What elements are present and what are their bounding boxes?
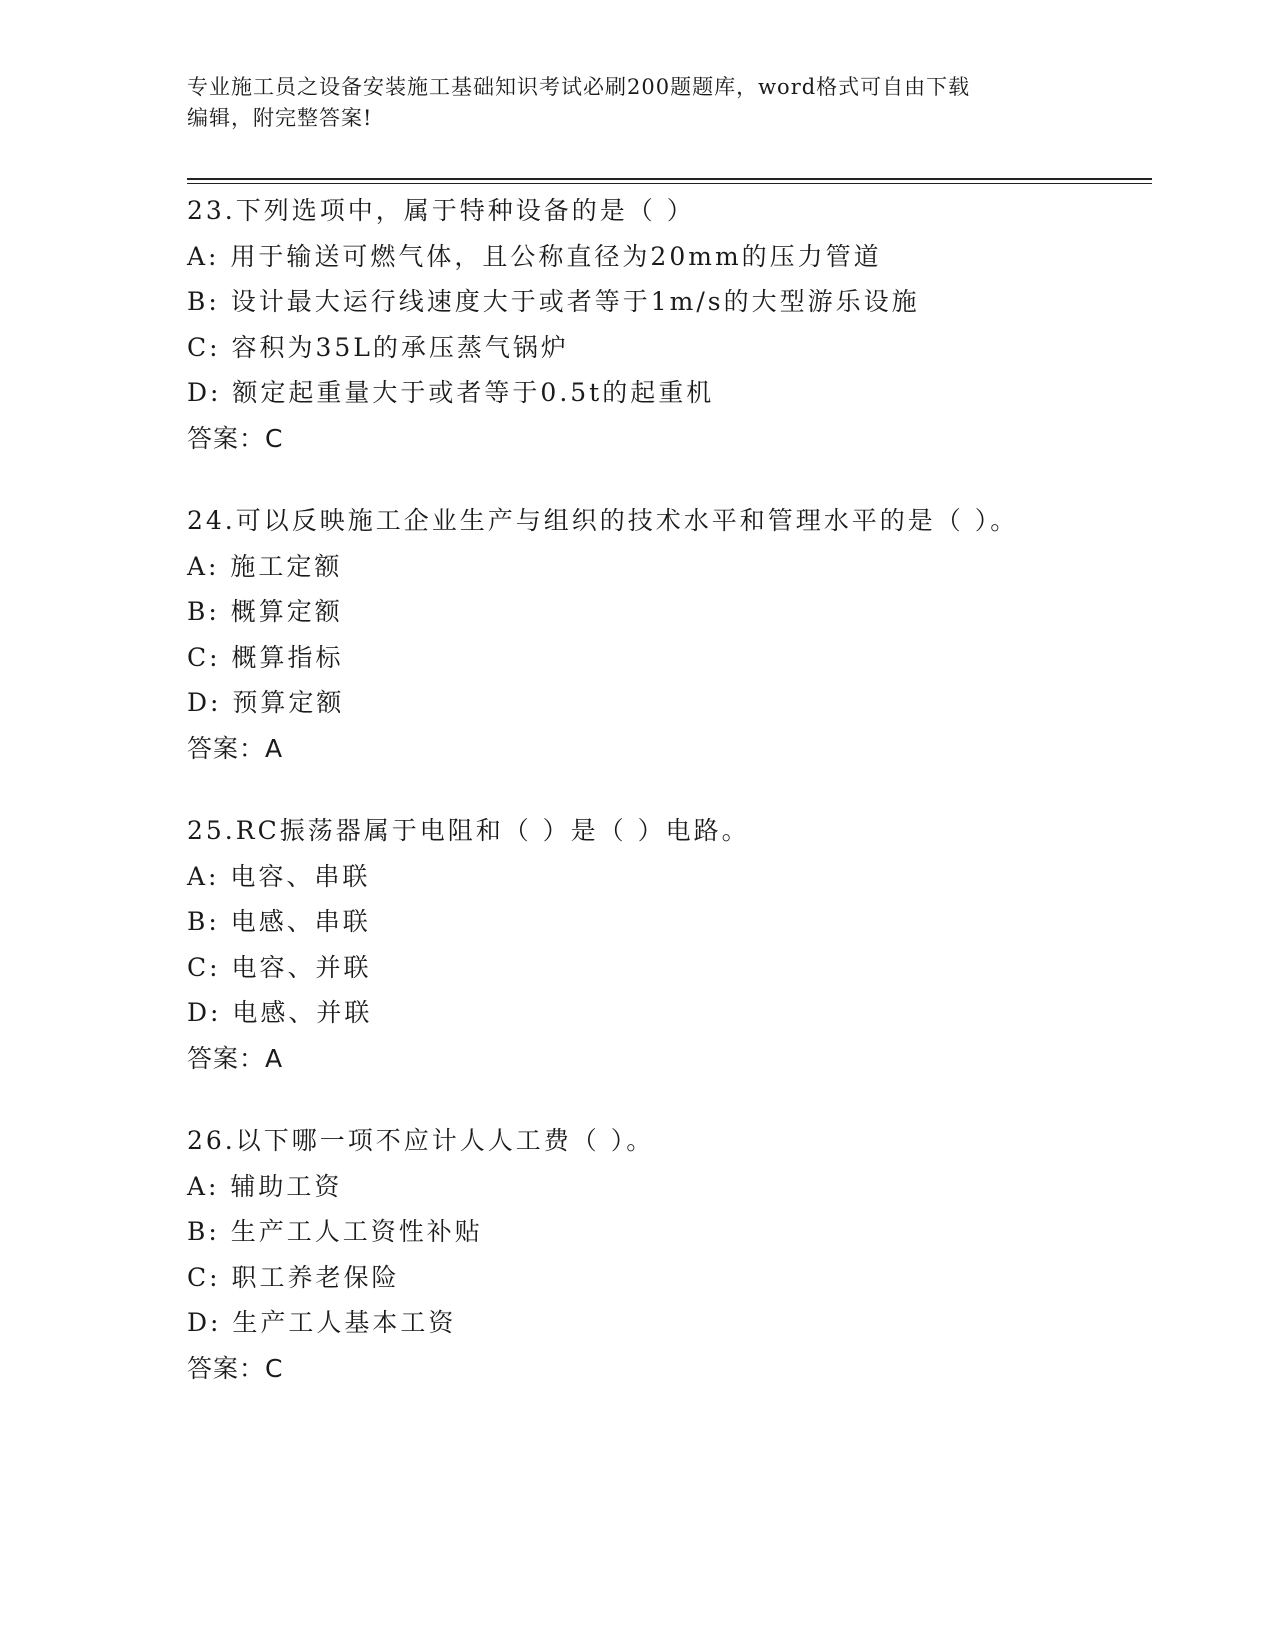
question-23 [187,188,1147,461]
option-c: C: 职工养老保险 [187,1262,400,1292]
question-stem: 26.以下哪一项不应计人人工费（ ）。 [187,1126,655,1155]
option-d: D: 额定起重量大于或者等于0.5t的起重机 [187,378,715,407]
option-b: B: 设计最大运行线速度大于或者等于1m/s的大型游乐设施 [187,287,920,316]
document-header [187,72,1067,134]
option-d: D: 生产工人基本工资 [187,1308,457,1337]
question-stem: 24.可以反映施工企业生产与组织的技术水平和管理水平的是（ ）。 [187,506,1019,535]
option-a: A: 电容、串联 [187,861,371,891]
option-b: B: 电感、串联 [187,907,371,936]
option-a: A: 施工定额 [187,551,343,581]
question-stem: 25.RC振荡器属于电阻和（ ）是（ ）电路。 [187,816,750,845]
option-d: D: 预算定额 [187,688,345,717]
option-b: B: 概算定额 [187,597,343,626]
option-b: B: 生产工人工资性补贴 [187,1217,483,1246]
question-24 [187,498,1147,771]
option-c: C: 电容、并联 [187,952,372,982]
answer-line: 答案：C [187,423,284,453]
option-a: A: 辅助工资 [187,1171,343,1201]
header-divider-thin [187,183,1152,184]
option-c: C: 概算指标 [187,642,344,672]
question-stem: 23.下列选项中，属于特种设备的是（ ） [187,196,695,225]
question-25 [187,808,1147,1081]
answer-line: 答案：A [187,733,284,763]
answer-line: 答案：A [187,1043,284,1073]
answer-line: 答案：C [187,1353,284,1383]
option-c: C: 容积为35L的承压蒸气锅炉 [187,332,569,362]
header-divider-thick [187,178,1152,180]
header-title-line-2: 编辑，附完整答案! [187,106,373,130]
question-26 [187,1118,1147,1391]
option-d: D: 电感、并联 [187,998,373,1027]
header-title-line-1: 专业施工员之设备安装施工基础知识考试必刷200题题库，word格式可自由下载 [187,75,971,99]
question-list [187,188,1147,1428]
option-a: A: 用于输送可燃气体，且公称直径为20mm的压力管道 [187,241,882,271]
